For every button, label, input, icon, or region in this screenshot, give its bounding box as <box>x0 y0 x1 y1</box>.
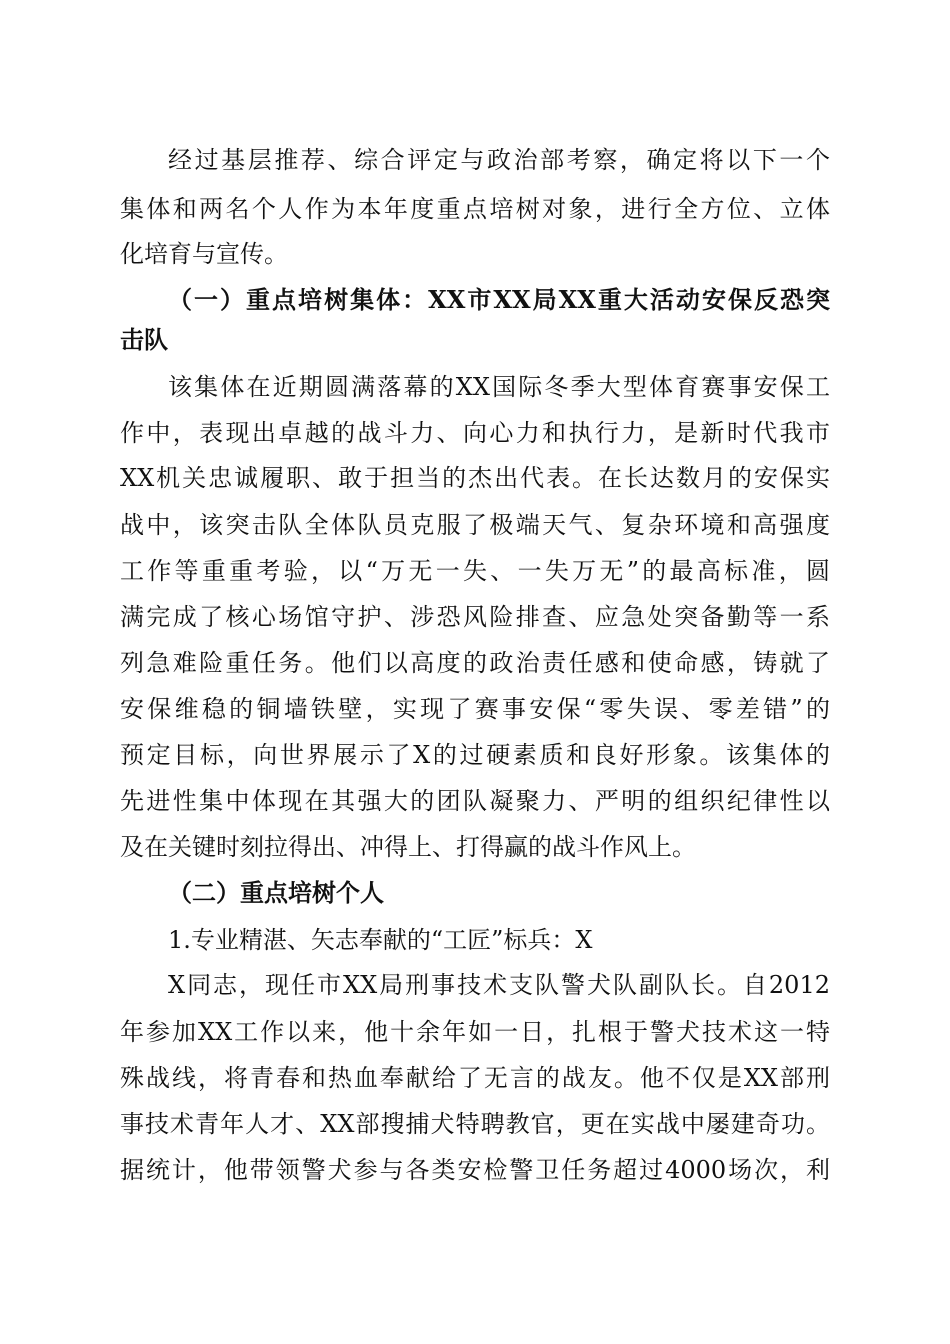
paragraph-line: 预定目标，向世界展示了X的过硬素质和良好形象。该集体的 <box>120 741 830 769</box>
paragraph-line: XX机关忠诚履职、敢于担当的杰出代表。在长达数月的安保实 <box>120 464 830 492</box>
paragraph-line: 据统计，他带领警犬参与各类安检警卫任务超过4000场次，利 <box>120 1156 830 1184</box>
paragraph-line: 该集体在近期圆满落幕的XX国际冬季大型体育赛事安保工 <box>168 373 830 401</box>
paragraph-line: 安保维稳的铜墙铁壁，实现了赛事安保“零失误、零差错”的 <box>120 695 830 723</box>
section-heading: 击队 <box>120 325 168 354</box>
paragraph-line: 列急难险重任务。他们以高度的政治责任感和使命感，铸就了 <box>120 649 830 677</box>
paragraph-line: 事技术青年人才、XX部搜捕犬特聘教官，更在实战中屡建奇功。 <box>120 1110 830 1138</box>
paragraph-line: 化培育与宣传。 <box>120 240 288 268</box>
paragraph-line: 集体和两名个人作为本年度重点培树对象，进行全方位、立体 <box>120 195 830 223</box>
section-heading: （一）重点培树集体：XX市XX局XX重大活动安保反恐突 <box>168 285 830 314</box>
paragraph-line: 满完成了核心场馆守护、涉恐风险排查、应急处突备勤等一系 <box>120 603 830 631</box>
paragraph-line: 先进性集中体现在其强大的团队凝聚力、严明的组织纪律性以 <box>120 787 830 815</box>
paragraph-line: 工作等重重考验，以“万无一失、一失万无”的最高标准，圆 <box>120 557 830 585</box>
paragraph-line: 经过基层推荐、综合评定与政治部考察，确定将以下一个 <box>168 146 830 174</box>
paragraph-line: 战中，该突击队全体队员克服了极端天气、复杂环境和高强度 <box>120 511 830 539</box>
paragraph-line: 及在关键时刻拉得出、冲得上、打得赢的战斗作风上。 <box>120 833 696 861</box>
paragraph-line: 年参加XX工作以来，他十余年如一日，扎根于警犬技术这一特 <box>120 1018 830 1046</box>
subheading: 1.专业精湛、矢志奉献的“工匠”标兵：X <box>168 926 593 954</box>
paragraph-line: 殊战线，将青春和热血奉献给了无言的战友。他不仅是XX部刑 <box>120 1064 830 1092</box>
paragraph-line: 作中，表现出卓越的战斗力、向心力和执行力，是新时代我市 <box>120 419 830 447</box>
section-heading: （二）重点培树个人 <box>168 878 384 907</box>
paragraph-line: X同志，现任市XX局刑事技术支队警犬队副队长。自2012 <box>168 971 830 999</box>
